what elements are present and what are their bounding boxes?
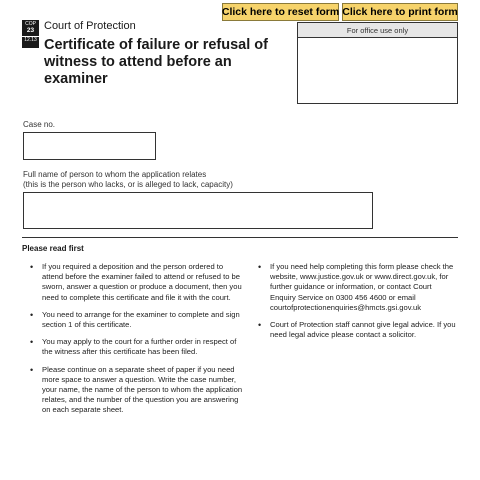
guidance-item: • You need to arrange for the examiner to complete and sign section 1 of this certificate. [30,310,245,330]
person-name-sublabel: (this is the person who lacks, or is alleged to lack, capacity) [23,180,233,189]
person-name-label: Full name of person to whom the application relates [23,170,207,179]
print-form-button[interactable]: Click here to print form [342,3,458,21]
form-version: 12.13 [22,36,39,43]
read-first-heading: Please read first [22,244,84,253]
person-name-field[interactable] [23,192,373,229]
guidance-list-right [258,262,458,347]
guidance-item: • Please continue on a separate sheet of paper if you need more space to answer a question. Write the case number, your name, the name of the person to whom the application relates, and the number of the question you are answering on each separate sheet. [30,365,245,416]
guidance-item: • Court of Protection staff cannot give legal advice. If you need legal advice please contact a solicitor. [258,320,458,340]
guidance-item: • You may apply to the court for a further order in respect of the witness after this certificate has been filed. [30,337,245,357]
office-use-box [297,22,458,104]
guidance-item: • If you required a deposition and the person ordered to attend before the examiner failed to attend or refused to be sworn, answer a question or produce a document, then you need to complete this certificate and file it with the court. [30,262,245,303]
case-no-field[interactable] [23,132,156,160]
form-number: 23 [26,27,35,34]
court-name: Court of Protection [44,20,136,32]
form-code: COP [25,21,36,27]
form-code-badge [22,20,39,48]
form-title: Certificate of failure or refusal of witness to attend before an examiner [44,37,268,87]
guidance-item: • If you need help completing this form please check the website, www.justice.gov.uk or www.direct.gov.uk, for further guidance or information, or contact Court Enquiry Service on 0300 456 4600 or email courtofprotectionenquiries@hmcts.gsi.gov.uk [258,262,458,313]
office-use-label: For office use only [298,23,457,38]
section-divider [22,237,458,238]
guidance-list-left [30,262,245,423]
reset-form-button[interactable]: Click here to reset form [222,3,339,21]
case-no-label: Case no. [23,120,56,129]
